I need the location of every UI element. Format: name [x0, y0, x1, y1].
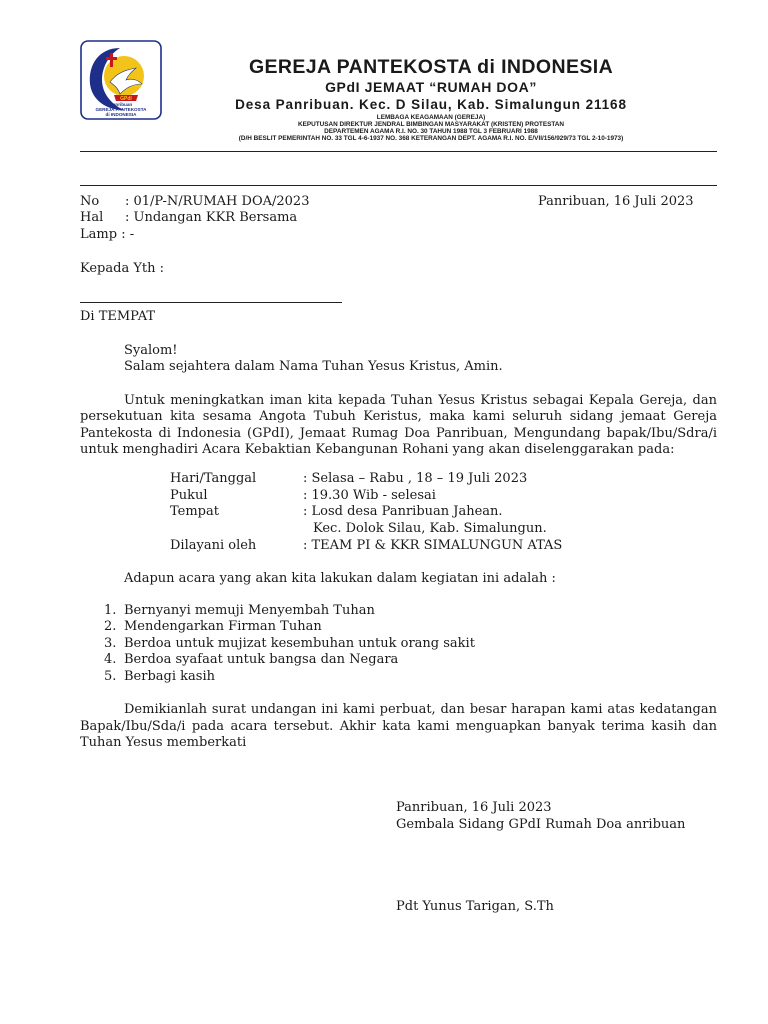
paragraph-line: untuk menghadiri Acara Kebaktian Kebangunan Rohani yang akan diselenggarakan pada:: [80, 442, 675, 457]
agenda-number: 2.: [104, 619, 117, 634]
signature-name: Pdt Yunus Tarigan, S.Th: [396, 899, 554, 914]
closing-line: Bapak/Ibu/Sda/i pada acara tersebut. Akhir kata kami menguapkan banyak terima kasih dan: [80, 719, 717, 734]
agenda-item: Mendengarkan Firman Tuhan: [124, 619, 322, 634]
recipient-blank-line: [80, 302, 342, 303]
event-served-value: : TEAM PI & KKR SIMALUNGUN ATAS: [303, 538, 563, 553]
event-day-value: : Selasa – Rabu , 18 – 19 Juli 2023: [303, 471, 528, 486]
logo-caption-3: di INDONESIA: [105, 112, 137, 117]
closing-line: Demikianlah surat undangan ini kami perbuat, dan besar harapan kami atas kedatangan: [124, 702, 717, 717]
legal-line-4: (D/H BESLIT PEMERINTAH NO. 33 TGL 4-6-1937 NO. 368 KETERANGAN DEPT. AGAMA R.I. NO. E/VII/156/929/73 TGL 2-10-1973): [238, 135, 624, 142]
event-place-value-2: Kec. Dolok Silau, Kab. Simalungun.: [313, 521, 547, 536]
agenda-item: Berbagi kasih: [124, 669, 215, 684]
agenda-item: Bernyanyi memuji Menyembah Tuhan: [124, 603, 375, 618]
church-address: Desa Panribuan. Kec. D Silau, Kab. Simalungun 21168: [235, 97, 627, 112]
lamp-label: Lamp: [80, 227, 118, 242]
event-day-label: Hari/Tanggal: [170, 471, 257, 486]
legal-line-1: LEMBAGA KEAGAMAAN (GEREJA): [376, 114, 486, 121]
no-value: : 01/P-N/RUMAH DOA/2023: [125, 194, 310, 209]
body-divider: [80, 185, 717, 186]
agenda-number: 5.: [104, 669, 117, 684]
hal-value: : Undangan KKR Bersama: [125, 210, 298, 225]
letter-number: [80, 193, 309, 210]
org-name: GEREJA PANTEKOSTA di INDONESIA: [248, 56, 614, 78]
event-time-value: : 19.30 Wib - selesai: [303, 488, 436, 503]
greeting-salam: Salam sejahtera dalam Nama Tuhan Yesus Kristus, Amin.: [124, 359, 503, 374]
letterhead-divider: [80, 151, 717, 152]
paragraph-line: Untuk meningkatkan iman kita kepada Tuhan Yesus Kristus sebagai Kepala Gereja, dan: [124, 393, 717, 408]
church-logo: [80, 40, 162, 120]
logo-caption-2: GEREJA PANTEKOSTA: [95, 107, 147, 112]
paragraph-line: Pantekosta di Indonesia (GPdI), Jemaat Rumag Doa Panribuan, Mengundang bapak/Ibu/Sdra/i: [80, 426, 717, 441]
agenda-intro: Adapun acara yang akan kita lakukan dalam kegiatan ini adalah :: [124, 571, 556, 586]
event-served-label: Dilayani oleh: [170, 538, 257, 553]
logo-caption-1: Panribuan: [109, 102, 133, 107]
agenda-number: 3.: [104, 636, 117, 651]
no-label: No: [80, 194, 100, 209]
lamp-value: : -: [121, 227, 135, 242]
agenda-number: 4.: [104, 652, 117, 667]
legal-line-2: KEPUTUSAN DIREKTUR JENDRAL BIMBINGAN MASYARAKAT (KRISTEN) PROTESTAN: [297, 121, 565, 128]
event-place-value: : Losd desa Panribuan Jahean.: [303, 504, 503, 519]
event-time-label: Pukul: [170, 488, 208, 503]
greeting-syalom: Syalom!: [124, 343, 178, 358]
agenda-item: Berdoa syafaat untuk bangsa dan Negara: [124, 652, 399, 667]
recipient-place: Di TEMPAT: [80, 309, 156, 324]
legal-line-3: DEPARTEMEN AGAMA R.I. NO. 30 TAHUN 1988 TGL 3 FEBRUARI 1988: [324, 128, 538, 135]
letter-subject: [80, 209, 297, 226]
hal-label: Hal: [80, 210, 104, 225]
svg-text:GPdI: GPdI: [120, 96, 132, 102]
signature-role: Gembala Sidang GPdI Rumah Doa anribuan: [396, 817, 686, 832]
letter-attachment: [80, 226, 134, 243]
closing-line: Tuhan Yesus memberkati: [80, 735, 247, 750]
recipient-heading: Kepada Yth :: [80, 261, 165, 276]
paragraph-line: persekutuan kita sesama Angota Tubuh Keristus, maka kami seluruh sidang jemaat Gereja: [80, 409, 717, 424]
event-place-label: Tempat: [170, 504, 219, 519]
congregation-name: GPdI JEMAAT “RUMAH DOA”: [325, 79, 537, 95]
signature-place-date: Panribuan, 16 Juli 2023: [396, 800, 552, 815]
letter-date: Panribuan, 16 Juli 2023: [538, 194, 694, 209]
agenda-item: Berdoa untuk mujizat kesembuhan untuk orang sakit: [124, 636, 475, 651]
agenda-number: 1.: [104, 603, 117, 618]
